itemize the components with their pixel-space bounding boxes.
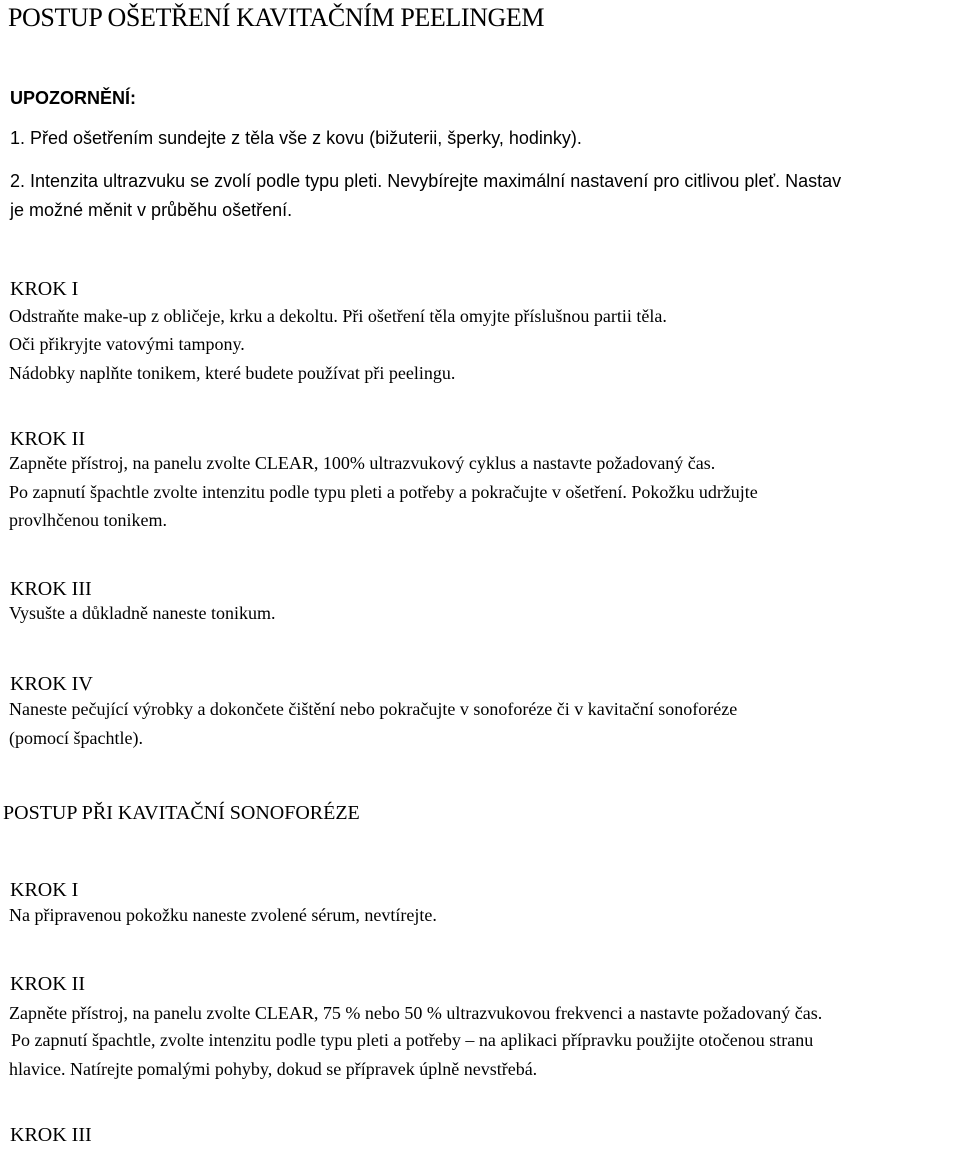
sonophoresis-step-2-line-2: Po zapnutí špachtle, zvolte intenzitu podle typu pleti a potřeby – na aplikaci přípravku použijte otočenou stranu (11, 1030, 814, 1050)
sonophoresis-step-2-heading: KROK II (10, 973, 85, 995)
section-2-title: POSTUP PŘI KAVITAČNÍ SONOFORÉZE (3, 802, 360, 824)
warning-item-2-line-2: je možné měnit v průběhu ošetření. (10, 200, 293, 220)
warning-item-1: 1. Před ošetřením sundejte z těla vše z kovu (bižuterii, šperky, hodinky). (10, 128, 582, 148)
peeling-step-4-line-2: (pomocí špachtle). (9, 728, 143, 748)
sonophoresis-step-1-line-1: Na připravenou pokožku naneste zvolené sérum, nevtírejte. (9, 905, 437, 925)
peeling-step-3-heading: KROK III (10, 578, 92, 600)
peeling-step-2-line-1: Zapněte přístroj, na panelu zvolte CLEAR, 100% ultrazvukový cyklus a nastavte požadovaný čas. (9, 453, 716, 473)
peeling-step-1-heading: KROK I (10, 278, 79, 300)
document-title: POSTUP OŠETŘENÍ KAVITAČNÍM PEELINGEM (8, 3, 545, 32)
peeling-step-2-line-3: provlhčenou tonikem. (9, 510, 167, 530)
peeling-step-1-line-3: Nádobky naplňte tonikem, které budete používat při peelingu. (9, 363, 456, 383)
warning-heading: UPOZORNĚNÍ: (10, 88, 136, 108)
sonophoresis-step-1-heading: KROK I (10, 879, 79, 901)
peeling-step-4-line-1: Naneste pečující výrobky a dokončete čištění nebo pokračujte v sonoforéze či v kavitační sonoforéze (9, 699, 738, 719)
sonophoresis-step-3-heading: KROK III (10, 1124, 92, 1146)
sonophoresis-step-2-line-1: Zapněte přístroj, na panelu zvolte CLEAR, 75 % nebo 50 % ultrazvukovou frekvenci a nastavte požadovaný čas. (9, 1003, 823, 1023)
peeling-step-3-line-1: Vysušte a důkladně naneste tonikum. (9, 603, 276, 623)
peeling-step-2-line-2: Po zapnutí špachtle zvolte intenzitu podle typu pleti a potřeby a pokračujte v ošetření. Pokožku udržujte (9, 482, 758, 502)
peeling-step-1-line-2: Oči přikryjte vatovými tampony. (9, 334, 245, 354)
peeling-step-1-line-1: Odstraňte make-up z obličeje, krku a dekoltu. Při ošetření těla omyjte příslušnou partii těla. (9, 306, 667, 326)
peeling-step-4-heading: KROK IV (10, 673, 93, 695)
peeling-step-2-heading: KROK II (10, 428, 85, 450)
sonophoresis-step-2-line-3: hlavice. Natírejte pomalými pohyby, dokud se přípravek úplně nevstřebá. (9, 1059, 538, 1079)
warning-item-2-line-1: 2. Intenzita ultrazvuku se zvolí podle typu pleti. Nevybírejte maximální nastavení pro citlivou pleť. Nastav (10, 171, 842, 191)
